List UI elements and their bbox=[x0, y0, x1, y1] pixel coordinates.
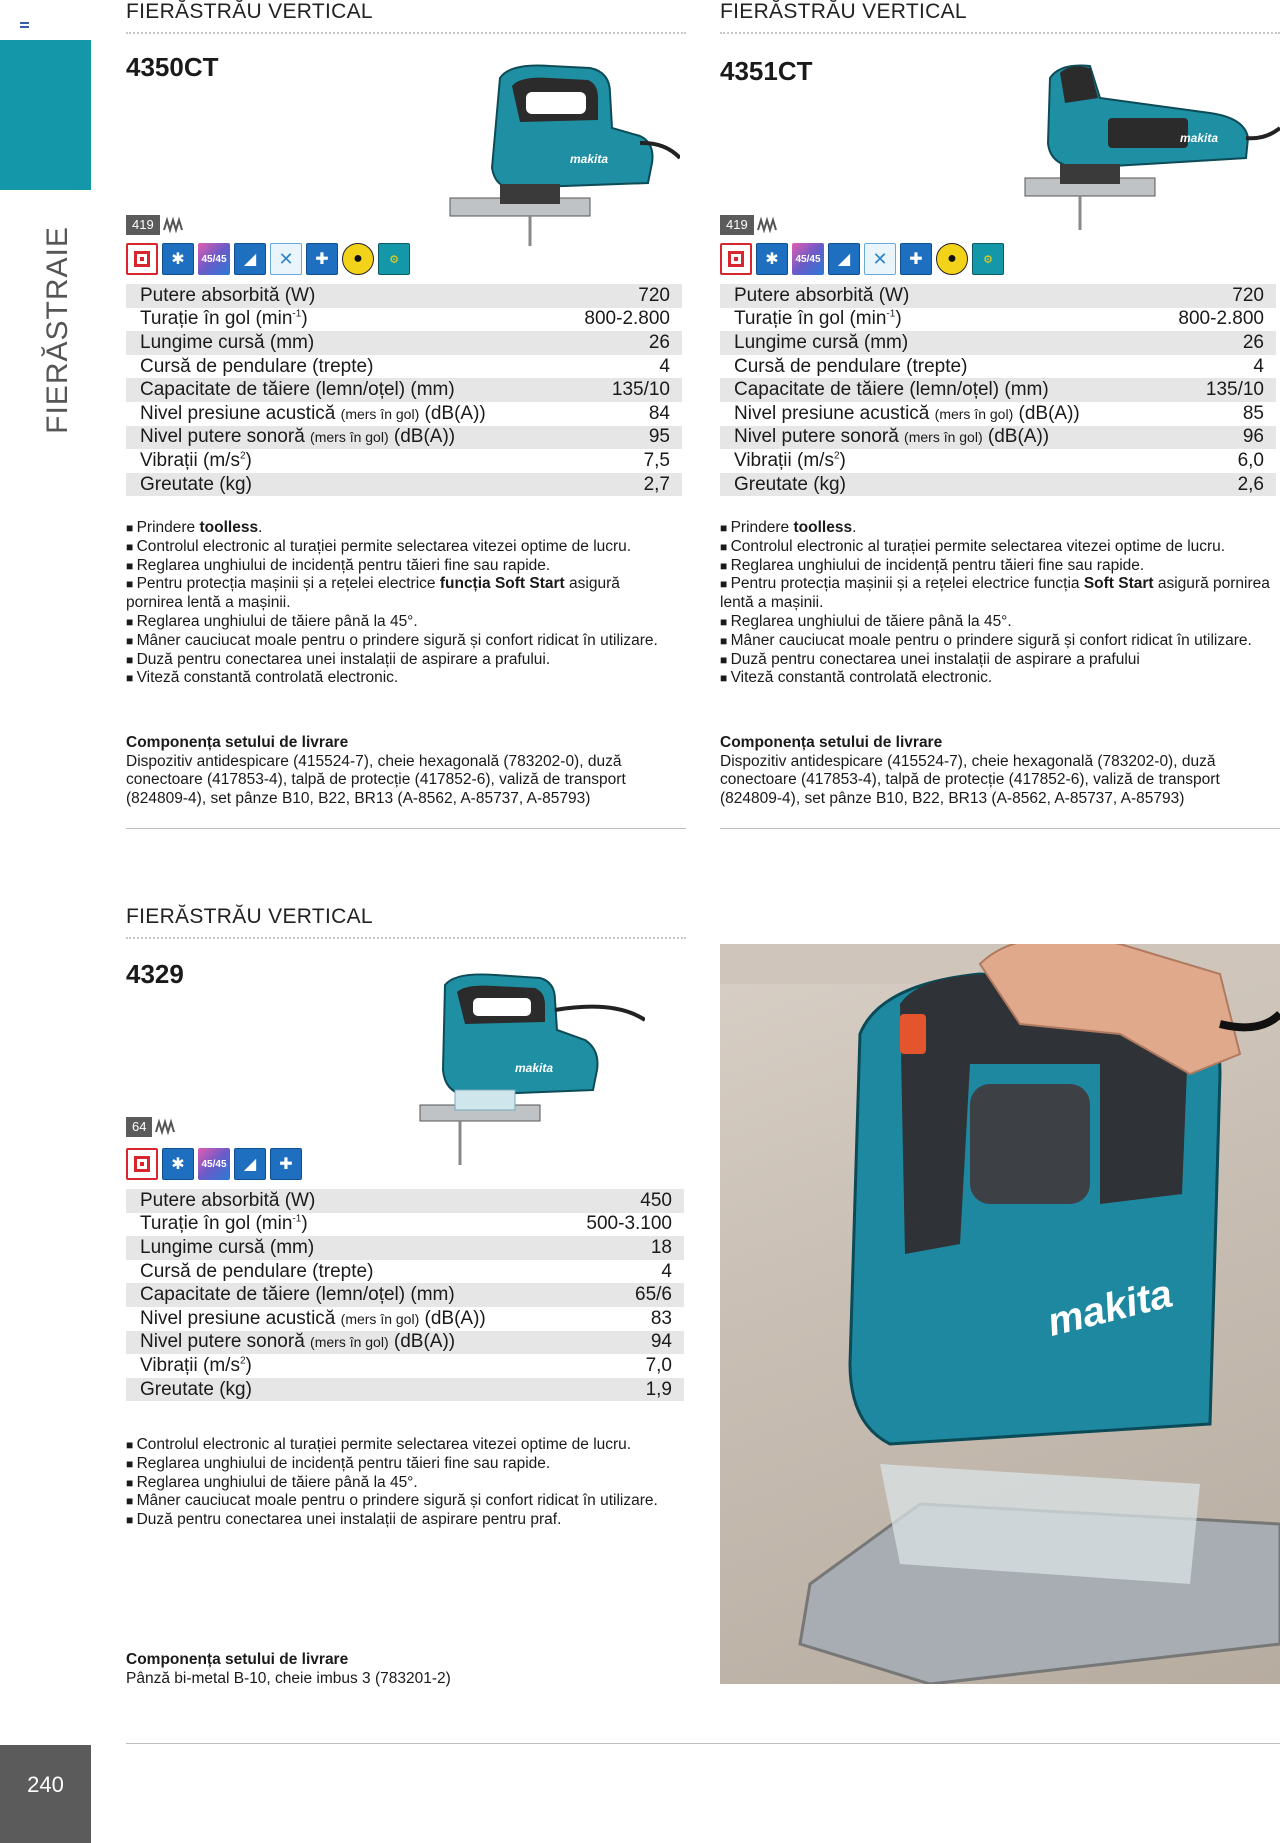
feature-item: ■ Reglarea unghiului de tăiere până la 45°. bbox=[126, 613, 676, 632]
pendulum-icon: ◢ bbox=[828, 243, 860, 275]
spec-label: Turație în gol $(\min^{-1})$ bbox=[734, 308, 902, 330]
spec-value: 500-3.100 bbox=[586, 1213, 672, 1235]
badge-number: 419 bbox=[126, 215, 160, 235]
spec-label: Putere absorbită (W) bbox=[720, 284, 1148, 308]
feature-icons bbox=[126, 243, 410, 275]
gear-icon: ✱ bbox=[756, 243, 788, 275]
spec-table bbox=[720, 284, 1276, 496]
spec-value: 7,0 bbox=[645, 1354, 672, 1376]
feature-item: ■ Reglarea unghiului de incidență pentru tăieri fine sau rapide. bbox=[126, 1455, 676, 1474]
spec-row bbox=[126, 331, 682, 355]
spec-label: Putere absorbită (W) bbox=[126, 1189, 555, 1213]
feature-item: ■ Prindere toolless. bbox=[720, 519, 1270, 538]
spec-value: 7,5 bbox=[643, 449, 670, 471]
case-icon: ⚙ bbox=[972, 243, 1004, 275]
feature-item: ■ Prindere toolless. bbox=[126, 519, 676, 538]
spec-value: 4 bbox=[661, 1260, 672, 1282]
spec-value: 720 bbox=[1148, 284, 1276, 308]
product-model: 4329 bbox=[126, 959, 184, 989]
spec-row bbox=[126, 308, 682, 332]
spec-label: Vibrații $(m/s^2)$ bbox=[140, 1354, 252, 1376]
spec-row bbox=[720, 402, 1276, 426]
spec-row bbox=[126, 1307, 684, 1331]
ppe-badge bbox=[720, 215, 779, 235]
spec-value: 1,9 bbox=[555, 1378, 684, 1402]
spec-value: 18 bbox=[555, 1236, 684, 1260]
feature-icons bbox=[720, 243, 1004, 275]
feature-item: ■ Duză pentru conectarea unei instalații de aspirare a prafului bbox=[720, 651, 1270, 670]
delivery-title: Componența setului de livrare bbox=[126, 1651, 349, 1668]
menu-icon bbox=[20, 22, 29, 28]
spec-label: Capacitate de tăiere (lemn/oțel) (mm) bbox=[126, 378, 554, 402]
spec-row bbox=[126, 355, 682, 379]
brand-logo: makita bbox=[1043, 1271, 1177, 1345]
spec-row bbox=[720, 378, 1276, 402]
spec-label: Nivel putere sonoră (mers în gol) (dB(A)) bbox=[126, 426, 554, 450]
section-divider bbox=[126, 1743, 1280, 1744]
feature-item: ■ Viteză constantă controlată electronic. bbox=[720, 669, 1270, 688]
product-model: 4350CT bbox=[126, 52, 219, 82]
spec-value: 720 bbox=[554, 284, 682, 308]
jigsaw-4351ct-image bbox=[1020, 58, 1280, 238]
product-category: FIERĂSTRĂU VERTICAL bbox=[126, 905, 373, 928]
feature-list bbox=[126, 1436, 676, 1530]
spec-label: Cursă de pendulare (trepte) bbox=[140, 355, 374, 377]
toolless-icon: ✚ bbox=[270, 1148, 302, 1180]
case-icon: ⚙ bbox=[378, 243, 410, 275]
spec-row bbox=[720, 426, 1276, 450]
spec-row bbox=[720, 473, 1276, 497]
spec-value: 135/10 bbox=[554, 378, 682, 402]
spec-value: 450 bbox=[555, 1189, 684, 1213]
feature-item: ■ Mâner cauciucat moale pentru o prindere sigură și confort ridicat în utilizare. bbox=[126, 632, 676, 651]
spec-row bbox=[126, 1283, 684, 1307]
spec-label: Nivel presiune acustică (mers în gol) (dB(A)) bbox=[140, 402, 486, 424]
delivery-text: Dispozitiv antidespicare (415524-7), cheie hexagonală (783202-0), duză conectoare (417853-4), talpă de protecție (417852-6), valiză de transport (824809-4), set pânze B10, B22, BR13 (A-8562, A-85737, A-85793) bbox=[720, 752, 1220, 807]
spec-row bbox=[126, 1260, 684, 1284]
product-category: FIERĂSTRĂU VERTICAL bbox=[720, 0, 967, 23]
spec-row bbox=[126, 473, 682, 497]
ppe-badge bbox=[126, 215, 185, 235]
spec-label: Nivel presiune acustică (mers în gol) (dB(A)) bbox=[734, 402, 1080, 424]
sidebar bbox=[0, 0, 91, 1843]
spec-value: 4 bbox=[1253, 355, 1264, 377]
blade-icon bbox=[163, 216, 185, 234]
spec-row bbox=[720, 308, 1276, 332]
feature-item: ■ Reglarea unghiului de incidență pentru tăieri fine sau rapide. bbox=[126, 557, 676, 576]
dotted-divider bbox=[720, 32, 1280, 34]
feature-item: ■ Controlul electronic al turației permite selectarea vitezei optime de lucru. bbox=[720, 538, 1270, 557]
feature-item: ■ Controlul electronic al turației permite selectarea vitezei optime de lucru. bbox=[126, 1436, 676, 1455]
brand-logo: makita bbox=[570, 152, 609, 166]
spec-value: 4 bbox=[659, 355, 670, 377]
spec-row bbox=[126, 1213, 684, 1237]
spec-label: Turație în gol $(\min^{-1})$ bbox=[140, 308, 308, 330]
delivery-title: Componența setului de livrare bbox=[126, 734, 349, 751]
spec-label: Nivel putere sonoră (mers în gol) (dB(A)) bbox=[126, 1331, 555, 1355]
gear-icon: ✱ bbox=[162, 1148, 194, 1180]
feature-list bbox=[126, 519, 676, 688]
spec-label: Greutate (kg) bbox=[126, 473, 554, 497]
feature-item: ■ Controlul electronic al turației permite selectarea vitezei optime de lucru. bbox=[126, 538, 676, 557]
spec-value: 95 bbox=[554, 426, 682, 450]
spec-row bbox=[126, 1378, 684, 1402]
spec-row bbox=[126, 426, 682, 450]
spec-row bbox=[720, 449, 1276, 473]
bevel-angle-icon: 45/45 bbox=[198, 1148, 230, 1180]
spec-value: 800-2.800 bbox=[1178, 308, 1264, 330]
feature-item: ■ Duză pentru conectarea unei instalații de aspirare a prafului. bbox=[126, 651, 676, 670]
toolless-icon: ✚ bbox=[900, 243, 932, 275]
spec-label: Lungime cursă (mm) bbox=[126, 331, 554, 355]
delivery-set bbox=[126, 734, 676, 808]
delivery-set bbox=[720, 734, 1270, 808]
feature-item: ■ Viteză constantă controlată electronic. bbox=[126, 669, 676, 688]
spec-label: Vibrații $(m/s^2)$ bbox=[140, 449, 252, 471]
spec-label: Lungime cursă (mm) bbox=[720, 331, 1148, 355]
spec-label: Greutate (kg) bbox=[126, 1378, 555, 1402]
spec-row bbox=[126, 1331, 684, 1355]
ppe-badge bbox=[126, 1117, 177, 1137]
spec-value: 2,7 bbox=[554, 473, 682, 497]
product-photo bbox=[720, 944, 1280, 1684]
jigsaw-4329-image bbox=[415, 970, 645, 1170]
feature-item: ■ Mâner cauciucat moale pentru o prindere sigură și confort ridicat în utilizare. bbox=[720, 632, 1270, 651]
spec-row bbox=[720, 284, 1276, 308]
spec-value: 26 bbox=[1148, 331, 1276, 355]
brand-logo: makita bbox=[1180, 131, 1219, 145]
sidebar-accent bbox=[0, 40, 91, 190]
jigsaw-4350ct-image bbox=[440, 58, 680, 248]
spec-value: 84 bbox=[648, 402, 670, 424]
jigsaw-in-use-photo bbox=[720, 944, 1280, 1684]
spec-row bbox=[126, 449, 682, 473]
spec-value: 6,0 bbox=[1237, 449, 1264, 471]
feature-item: ■ Duză pentru conectarea unei instalații de aspirare pentru praf. bbox=[126, 1511, 676, 1530]
bevel-angle-icon: 45/45 bbox=[198, 243, 230, 275]
spec-value: 26 bbox=[554, 331, 682, 355]
spec-label: Capacitate de tăiere (lemn/oțel) (mm) bbox=[720, 378, 1148, 402]
spec-value: 800-2.800 bbox=[584, 308, 670, 330]
stop-icon bbox=[720, 243, 752, 275]
spec-row bbox=[126, 378, 682, 402]
spec-label: Vibrații $(m/s^2)$ bbox=[734, 449, 846, 471]
spec-table bbox=[126, 284, 682, 496]
delivery-set bbox=[126, 1651, 676, 1688]
page-number: 240 bbox=[27, 1772, 64, 1797]
blade-icon bbox=[155, 1118, 177, 1136]
delivery-text: Pânză bi-metal B-10, cheie imbus 3 (783201-2) bbox=[126, 1669, 451, 1687]
spec-value: 135/10 bbox=[1148, 378, 1276, 402]
spec-value: 96 bbox=[1148, 426, 1276, 450]
spec-table bbox=[126, 1189, 684, 1401]
spec-label: Capacitate de tăiere (lemn/oțel) (mm) bbox=[126, 1283, 555, 1307]
spec-row bbox=[126, 402, 682, 426]
pendulum-icon: ◢ bbox=[234, 243, 266, 275]
sidebar-category: FIERĂSTRAIE bbox=[41, 226, 74, 434]
spec-label: Cursă de pendulare (trepte) bbox=[140, 1260, 374, 1282]
feature-item: ■ Mâner cauciucat moale pentru o prindere sigură și confort ridicat în utilizare. bbox=[126, 1492, 676, 1511]
feature-item: ■ Reglarea unghiului de incidență pentru tăieri fine sau rapide. bbox=[720, 557, 1270, 576]
feature-list bbox=[720, 519, 1270, 688]
spec-label: Lungime cursă (mm) bbox=[126, 1236, 555, 1260]
soft-start-icon: ● bbox=[342, 243, 374, 275]
dust-icon: ✕ bbox=[864, 243, 896, 275]
badge-number: 419 bbox=[720, 215, 754, 235]
spec-label: Nivel putere sonoră (mers în gol) (dB(A)) bbox=[720, 426, 1148, 450]
feature-item: ■ Reglarea unghiului de tăiere până la 45°. bbox=[126, 1474, 676, 1493]
dust-icon: ✕ bbox=[270, 243, 302, 275]
delivery-text: Dispozitiv antidespicare (415524-7), cheie hexagonală (783202-0), duză conectoare (417853-4), talpă de protecție (417852-6), valiză de transport (824809-4), set pânze B10, B22, BR13 (A-8562, A-85737, A-85793) bbox=[126, 752, 626, 807]
section-divider bbox=[720, 828, 1280, 829]
spec-value: 65/6 bbox=[555, 1283, 684, 1307]
spec-value: 83 bbox=[650, 1307, 672, 1329]
stop-icon bbox=[126, 243, 158, 275]
spec-label: Greutate (kg) bbox=[720, 473, 1148, 497]
dotted-divider bbox=[126, 32, 686, 34]
feature-item: ■ Pentru protecția mașinii și a rețelei electrice funcția Soft Start asigură pornirea lentă a mașinii. bbox=[720, 575, 1270, 613]
dotted-divider bbox=[126, 937, 686, 939]
toolless-icon: ✚ bbox=[306, 243, 338, 275]
feature-item: ■ Reglarea unghiului de tăiere până la 45°. bbox=[720, 613, 1270, 632]
feature-item: ■ Pentru protecția mașinii și a rețelei electrice funcția Soft Start asigură pornirea lentă a mașinii. bbox=[126, 575, 676, 613]
spec-row bbox=[126, 1236, 684, 1260]
spec-value: 94 bbox=[555, 1331, 684, 1355]
spec-row bbox=[126, 1354, 684, 1378]
spec-row bbox=[126, 1189, 684, 1213]
badge-number: 64 bbox=[126, 1117, 152, 1137]
pendulum-icon: ◢ bbox=[234, 1148, 266, 1180]
product-model: 4351CT bbox=[720, 56, 813, 86]
spec-label: Turație în gol $(\min^{-1})$ bbox=[140, 1213, 308, 1235]
feature-icons bbox=[126, 1148, 302, 1180]
delivery-title: Componența setului de livrare bbox=[720, 734, 943, 751]
section-divider bbox=[126, 828, 686, 829]
spec-value: 2,6 bbox=[1148, 473, 1276, 497]
spec-label: Nivel presiune acustică (mers în gol) (dB(A)) bbox=[140, 1307, 486, 1329]
brand-logo: makita bbox=[515, 1061, 554, 1075]
bevel-angle-icon: 45/45 bbox=[792, 243, 824, 275]
spec-row bbox=[126, 284, 682, 308]
stop-icon bbox=[126, 1148, 158, 1180]
spec-row bbox=[720, 355, 1276, 379]
spec-value: 85 bbox=[1242, 402, 1264, 424]
spec-label: Putere absorbită (W) bbox=[126, 284, 554, 308]
soft-start-icon: ● bbox=[936, 243, 968, 275]
spec-row bbox=[720, 331, 1276, 355]
gear-icon: ✱ bbox=[162, 243, 194, 275]
spec-label: Cursă de pendulare (trepte) bbox=[734, 355, 968, 377]
blade-icon bbox=[757, 216, 779, 234]
product-category: FIERĂSTRĂU VERTICAL bbox=[126, 0, 373, 23]
